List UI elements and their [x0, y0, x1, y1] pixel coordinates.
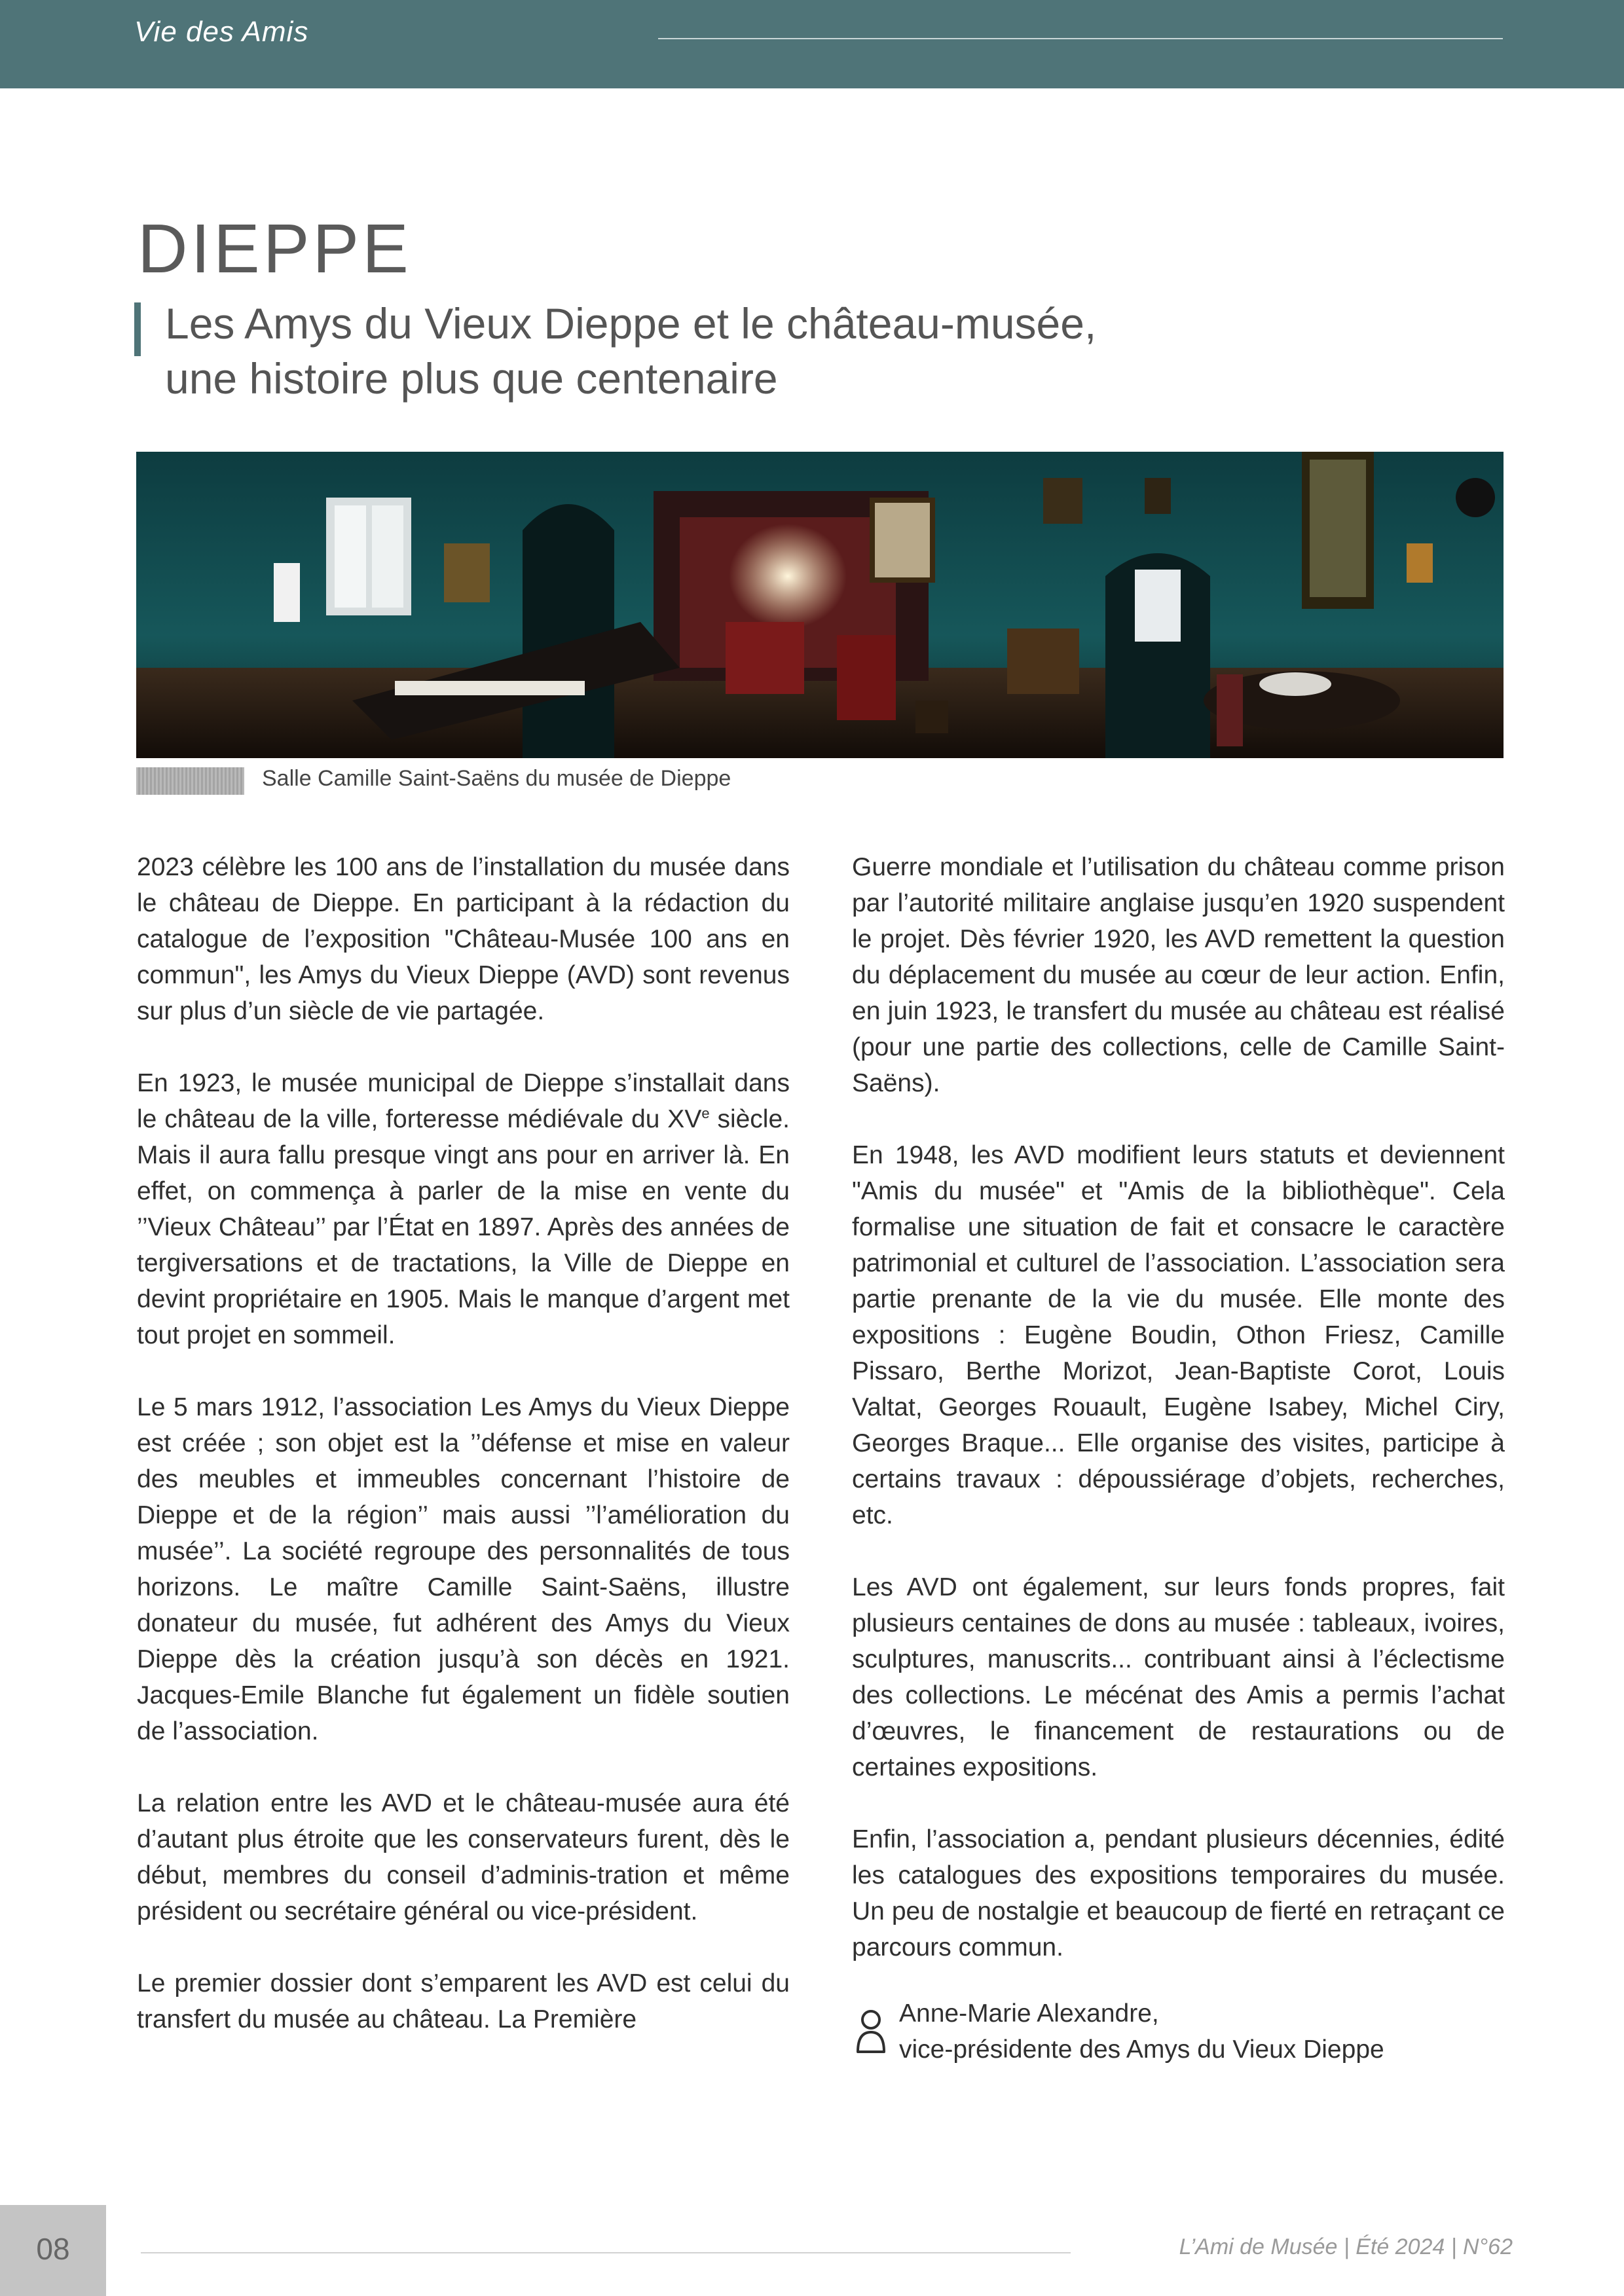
subtitle-line-2: une histoire plus que centenaire — [165, 354, 778, 403]
century-superscript: e — [701, 1105, 710, 1121]
museum-room-photo — [136, 452, 1504, 758]
person-icon — [855, 2009, 887, 2054]
article-column-left — [137, 849, 790, 2073]
paragraph-2 — [137, 1065, 790, 1353]
paragraph-1: 2023 célèbre les 100 ans de l’installation du musée dans le château de Dieppe. En participant à la rédaction du catalogue de l’exposition "Château-Musée 100 ans en commun", les Amys du Vieux Dieppe (AVD) sont revenus sur plus d’un siècle de vie partagée. — [137, 853, 790, 1025]
article-title: DIEPPE — [138, 210, 412, 287]
publication-info: L’Ami de Musée | Été 2024 | N°62 — [1179, 2234, 1513, 2259]
footer-rule — [141, 2252, 1071, 2253]
paragraph-5: Le premier dossier dont s’emparent les AVD est celui du transfert du musée au château. La Première — [137, 1969, 790, 2033]
subtitle-accent-bar — [134, 302, 141, 356]
caption-swatch — [136, 767, 244, 795]
paragraph-3: Le 5 mars 1912, l’association Les Amys du Vieux Dieppe est créée ; son objet est la ’’défense et mise en valeur des meubles et immeubles concernant l’histoire de Dieppe et de la région’’ mais aussi ’’l’amélioration du musée’’. La société regroupe des personnalités de tous horizons. Le maître Camille Saint-Saëns, illustre donateur du musée, fut adhérent des Amys du Vieux Dieppe dès la création jusqu’à son décès en 1921. Jacques-Emile Blanche fut également un fidèle soutien de l’association. — [137, 1393, 790, 1745]
paragraph-6: Guerre mondiale et l’utilisation du château comme prison par l’autorité militaire anglaise jusqu’en 1920 suspendent le projet. Dès février 1920, les AVD remettent la question du déplacement du musée au cœur de leur action. Enfin, en juin 1923, le transfert du musée au château est réalisé (pour une partie des collections, celle de Camille Saint-Saëns). — [852, 853, 1505, 1097]
subtitle-line-1: Les Amys du Vieux Dieppe et le château-musée, — [165, 299, 1097, 348]
article-column-right — [852, 849, 1505, 2001]
author-role: vice-présidente des Amys du Vieux Dieppe — [899, 2035, 1384, 2064]
section-label: Vie des Amis — [134, 16, 309, 48]
paragraph-2-part-b: siècle. Mais il aura fallu presque vingt ans pour en arriver là. En effet, on commença à parler de la mise en vente du ’’Vieux Château’’ par l’État en 1897. Après des années de tergiversations et de tractations, la Ville de Dieppe en devint propriétaire en 1905. Mais le manque d’argent met tout projet en sommeil. — [137, 1105, 790, 1349]
paragraph-4: La relation entre les AVD et le château-musée aura été d’autant plus étroite que les conservateurs furent, dès le début, membres du conseil d’adminis-tration et même président ou secrétaire général ou vice-président. — [137, 1789, 790, 1925]
paragraph-2-part-a: En 1923, le musée municipal de Dieppe s’installait dans le château de la ville, forteresse médiévale du XV — [137, 1069, 790, 1133]
header-rule — [658, 38, 1503, 39]
author-name: Anne-Marie Alexandre, — [899, 1999, 1159, 2028]
paragraph-7: En 1948, les AVD modifient leurs statuts et deviennent "Amis du musée" et "Amis de la bibliothèque". Cela formalise une situation de fait et consacre le caractère patrimonial et culturel de l’association. L’association sera partie prenante de la vie du musée. Elle monte des expositions : Eugène Boudin, Othon Friesz, Camille Pissaro, Berthe Morizot, Jean-Baptiste Corot, Louis Valtat, Georges Rouault, Eugène Isabey, Michel Ciry, Georges Braque... Elle organise des visites, participe à certains travaux : dépoussiérage d’objets, recherches, etc. — [852, 1141, 1505, 1529]
paragraph-9: Enfin, l’association a, pendant plusieurs décennies, édité les catalogues des expositions temporaires du musée. Un peu de nostalgie et beaucoup de fierté en retraçant ce parcours commun. — [852, 1825, 1505, 1961]
page-number: 08 — [36, 2232, 70, 2266]
signature-text — [899, 1995, 1508, 2068]
article-subtitle — [165, 296, 1507, 406]
photo-caption: Salle Camille Saint-Saëns du musée de Dieppe — [262, 766, 731, 791]
paragraph-8: Les AVD ont également, sur leurs fonds propres, fait plusieurs centaines de dons au musée : tableaux, ivoires, sculptures, manuscrits... contribuant ainsi à l’éclectisme des collections. Le mécénat des Amis a permis l’achat d’œuvres, le financement de restaurations ou de certaines expositions. — [852, 1573, 1505, 1781]
